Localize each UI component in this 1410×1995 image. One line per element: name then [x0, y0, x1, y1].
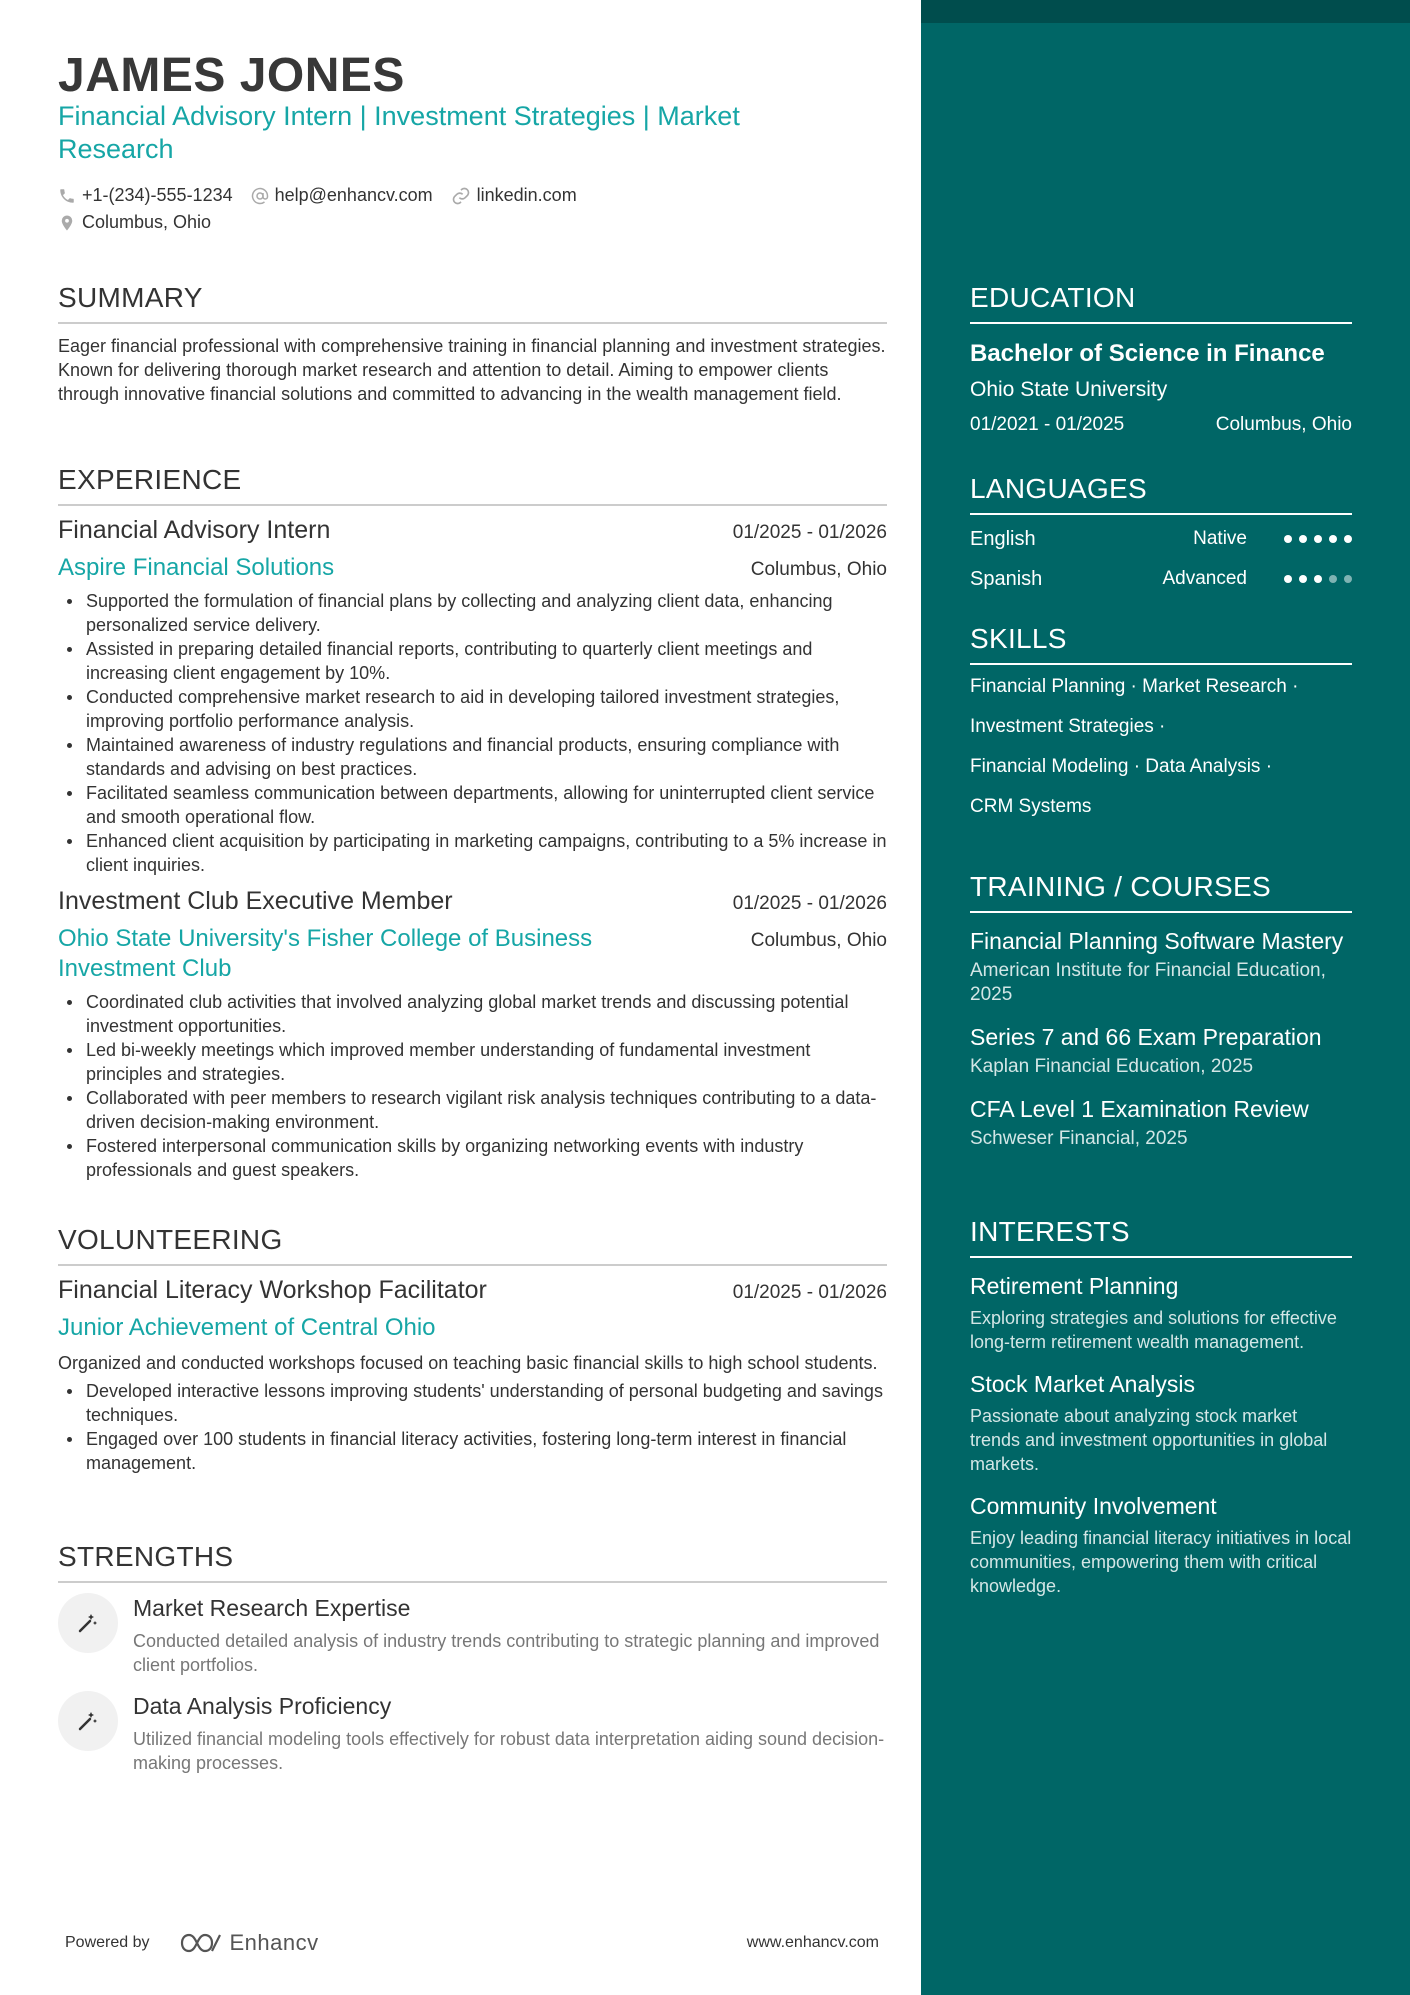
job-title: Investment Club Executive Member — [58, 887, 453, 915]
job-title: Financial Advisory Intern — [58, 516, 331, 544]
experience-entry — [58, 516, 887, 877]
languages-section — [970, 473, 1352, 599]
bullet-item: Fostered interpersonal communication skills by organizing networking events with industry professionals and guest speakers. — [58, 1134, 887, 1182]
strength-desc: Utilized financial modeling tools effectively for robust data interpretation aiding sound decision-making processes. — [133, 1729, 885, 1773]
sidebar-top-band — [921, 0, 1410, 23]
strengths-section — [58, 1541, 887, 1775]
linkedin-contact[interactable] — [451, 185, 577, 206]
language-rating — [1277, 575, 1352, 583]
language-level: Native — [1193, 528, 1247, 549]
interest-item — [970, 1272, 1352, 1354]
course-item — [970, 927, 1352, 1007]
job-bullets — [58, 589, 887, 877]
job-dates: 01/2025 - 01/2026 — [732, 522, 887, 543]
bullet-item: Maintained awareness of industry regulations and financial products, ensuring compliance with standards and advising on best practices. — [58, 733, 887, 781]
brand-block — [65, 1930, 319, 1956]
interest-title: Stock Market Analysis — [970, 1371, 1195, 1397]
rating-dot-filled — [1344, 535, 1352, 543]
bullet-item: Engaged over 100 students in financial literacy activities, fostering long-term interest in financial management. — [58, 1427, 887, 1475]
interest-title: Retirement Planning — [970, 1273, 1179, 1299]
website-link[interactable]: www.enhancv.com — [746, 1934, 879, 1951]
linkedin-text: linkedin.com — [476, 185, 577, 205]
footer — [65, 1930, 879, 1956]
bullet-item: Led bi-weekly meetings which improved member understanding of fundamental investment principles and strategies. — [58, 1038, 887, 1086]
job-dates: 01/2025 - 01/2026 — [732, 893, 887, 914]
contact-info — [58, 182, 595, 236]
course-title: Series 7 and 66 Exam Preparation — [970, 1024, 1322, 1050]
phone-contact[interactable] — [58, 185, 233, 206]
volunteering-title: VOLUNTEERING — [58, 1224, 887, 1266]
enhancv-logo-icon — [178, 1931, 224, 1955]
magic-wand-icon — [58, 1691, 118, 1751]
course-title: Financial Planning Software Mastery — [970, 928, 1344, 954]
training-section — [970, 871, 1352, 1167]
rating-dot-filled — [1284, 535, 1292, 543]
candidate-name: JAMES JONES — [58, 49, 405, 102]
education-location: Columbus, Ohio — [1215, 414, 1352, 435]
job-location: Columbus, Ohio — [750, 930, 887, 951]
skill-line: CRM Systems — [970, 796, 1092, 817]
language-name: English — [970, 527, 1036, 550]
brand-name: Enhancv — [229, 1930, 319, 1955]
interest-desc: Exploring strategies and solutions for effective long-term retirement wealth management. — [970, 1308, 1337, 1352]
skill-line: Financial Modeling · Data Analysis · — [970, 756, 1273, 777]
course-provider: Schweser Financial, 2025 — [970, 1128, 1188, 1149]
interest-desc: Enjoy leading financial literacy initiatives in local communities, empowering them with critical knowledge. — [970, 1528, 1352, 1596]
summary-title: SUMMARY — [58, 282, 887, 324]
rating-dot-filled — [1284, 575, 1292, 583]
magic-wand-icon — [58, 1593, 118, 1653]
experience-title: EXPERIENCE — [58, 464, 887, 506]
volunteering-section — [58, 1224, 887, 1475]
language-row — [970, 559, 1352, 599]
rating-dot-filled — [1314, 575, 1322, 583]
interest-desc: Passionate about analyzing stock market trends and investment opportunities in global markets. — [970, 1406, 1328, 1474]
location-contact — [58, 212, 211, 233]
experience-section — [58, 464, 887, 1182]
volunteer-org: Junior Achievement of Central Ohio — [58, 1314, 436, 1341]
course-title: CFA Level 1 Examination Review — [970, 1096, 1309, 1122]
interest-title: Community Involvement — [970, 1493, 1217, 1519]
job-bullets — [58, 990, 887, 1182]
skills-title: SKILLS — [970, 623, 1352, 665]
sidebar — [921, 0, 1410, 1995]
course-provider: American Institute for Financial Education, 2025 — [970, 960, 1326, 1005]
location-text: Columbus, Ohio — [82, 212, 212, 232]
language-rating — [1277, 535, 1352, 543]
summary-text: Eager financial professional with comprehensive training in financial planning and investment strategies. Known for delivering thorough market research and attention to detail. Aiming to empower clients through innovative financial solutions and committed to advancing in the wealth management field. — [58, 336, 886, 404]
school-name: Ohio State University — [970, 378, 1168, 401]
bullet-item: Collaborated with peer members to research vigilant risk analysis techniques contributing to a data-driven decision-making environment. — [58, 1086, 887, 1134]
link-icon — [451, 186, 471, 206]
bullet-item: Facilitated seamless communication between departments, allowing for uninterrupted client service and smooth operational flow. — [58, 781, 887, 829]
rating-dot-filled — [1329, 535, 1337, 543]
strengths-title: STRENGTHS — [58, 1541, 887, 1583]
rating-dot-filled — [1299, 535, 1307, 543]
candidate-headline: Financial Advisory Intern | Investment Strategies | Market Research — [58, 101, 740, 164]
bullet-item: Enhanced client acquisition by participating in marketing campaigns, contributing to a 5% increase in client inquiries. — [58, 829, 887, 877]
skills-section — [970, 623, 1352, 827]
language-name: Spanish — [970, 567, 1043, 590]
phone-icon — [58, 187, 76, 205]
degree: Bachelor of Science in Finance — [970, 340, 1325, 367]
language-row — [970, 519, 1352, 559]
summary-section — [58, 282, 887, 406]
email-contact[interactable] — [251, 185, 433, 206]
strength-item — [58, 1593, 887, 1677]
bullet-item: Supported the formulation of financial plans by collecting and analyzing client data, enhancing personalized service delivery. — [58, 589, 887, 637]
rating-dot-empty — [1329, 575, 1337, 583]
strength-item — [58, 1691, 887, 1775]
strength-title: Data Analysis Proficiency — [133, 1693, 392, 1719]
strength-desc: Conducted detailed analysis of industry trends contributing to strategic planning and improved client portfolios. — [133, 1631, 880, 1675]
volunteer-role: Financial Literacy Workshop Facilitator — [58, 1276, 487, 1304]
rating-dot-filled — [1314, 535, 1322, 543]
location-pin-icon — [58, 214, 76, 232]
language-level: Advanced — [1162, 568, 1247, 589]
volunteer-description: Organized and conducted workshops focused on teaching basic financial skills to high school students. — [58, 1353, 878, 1373]
skill-line: Investment Strategies · — [970, 716, 1166, 737]
phone-text: +1-(234)-555-1234 — [82, 185, 233, 205]
interest-item — [970, 1492, 1352, 1598]
interests-title: INTERESTS — [970, 1216, 1352, 1258]
education-section — [970, 282, 1352, 436]
company-name: Ohio State University's Fisher College of Business Investment Club — [58, 925, 593, 982]
course-provider: Kaplan Financial Education, 2025 — [970, 1056, 1254, 1077]
interest-item — [970, 1370, 1352, 1476]
experience-entry — [58, 887, 887, 1182]
education-dates: 01/2021 - 01/2025 — [970, 414, 1125, 435]
volunteer-dates: 01/2025 - 01/2026 — [732, 1282, 887, 1303]
interests-section — [970, 1216, 1352, 1614]
training-title: TRAINING / COURSES — [970, 871, 1352, 913]
education-title: EDUCATION — [970, 282, 1352, 324]
skill-line: Financial Planning · Market Research · — [970, 676, 1299, 697]
strength-title: Market Research Expertise — [133, 1595, 411, 1621]
at-icon — [251, 187, 269, 205]
course-item — [970, 1023, 1352, 1079]
bullet-item: Assisted in preparing detailed financial reports, contributing to quarterly client meetings and increasing client engagement by 10%. — [58, 637, 887, 685]
bullet-item: Developed interactive lessons improving students' understanding of personal budgeting and savings techniques. — [58, 1379, 887, 1427]
email-text: help@enhancv.com — [274, 185, 433, 205]
rating-dot-filled — [1299, 575, 1307, 583]
bullet-item: Conducted comprehensive market research to aid in developing tailored investment strategies, improving portfolio performance analysis. — [58, 685, 887, 733]
powered-by-text: Powered by — [65, 1934, 150, 1951]
languages-title: LANGUAGES — [970, 473, 1352, 515]
bullet-item: Coordinated club activities that involved analyzing global market trends and discussing potential investment opportunities. — [58, 990, 887, 1038]
company-name: Aspire Financial Solutions — [58, 554, 335, 581]
volunteer-bullets — [58, 1379, 887, 1475]
rating-dot-empty — [1344, 575, 1352, 583]
job-location: Columbus, Ohio — [750, 559, 887, 580]
course-item — [970, 1095, 1352, 1151]
